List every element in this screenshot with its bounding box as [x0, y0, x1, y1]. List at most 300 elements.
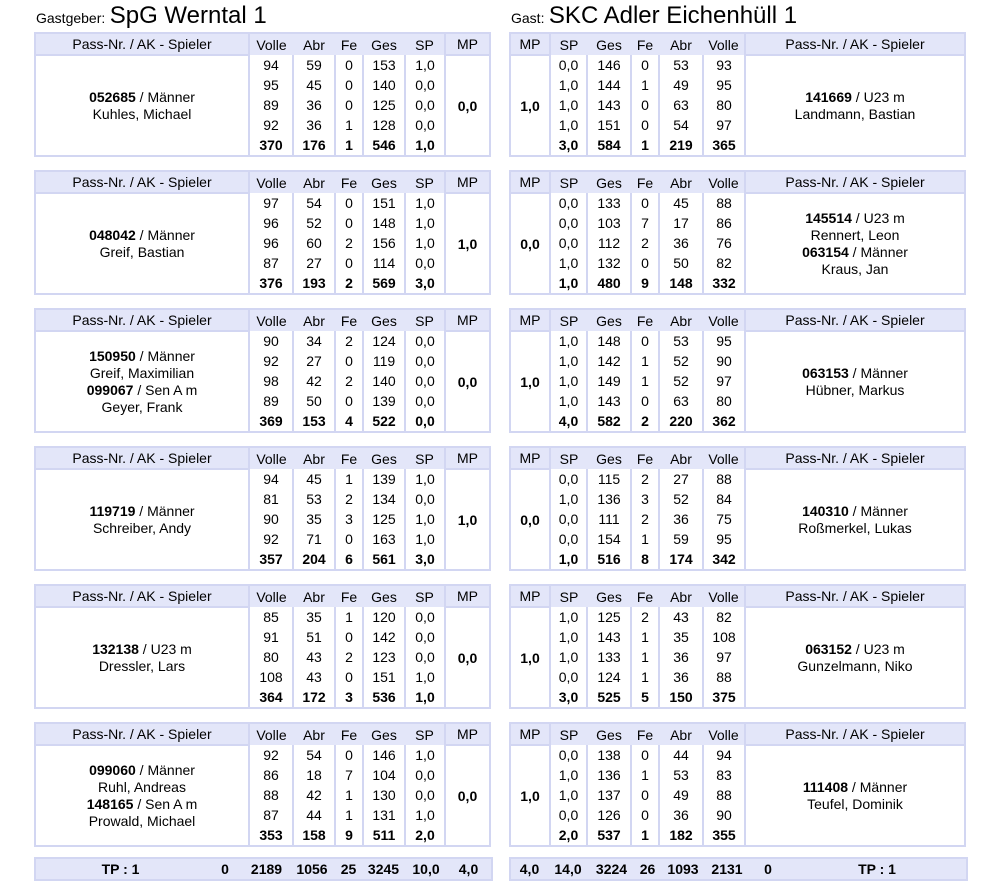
abr-header: Abr	[659, 585, 703, 607]
home-fe-value: 9	[335, 825, 363, 846]
volle-header: Volle	[703, 33, 745, 55]
guest-player-cell	[745, 55, 965, 156]
guest-fe-value: 3	[631, 489, 659, 509]
player-header: Pass-Nr. / AK - Spieler	[35, 33, 249, 55]
guest-sp-value: 0,0	[550, 509, 587, 529]
home-sp-value: 1,0	[405, 469, 445, 489]
home-match-table	[34, 722, 491, 847]
player-header: Pass-Nr. / AK - Spieler	[745, 447, 965, 469]
abr-header: Abr	[293, 723, 335, 745]
guest-volle-value: 95	[703, 529, 745, 549]
guest-fe-value: 5	[631, 687, 659, 708]
guest-ges-value: 151	[587, 115, 631, 135]
player-name: Dressler, Lars	[98, 657, 186, 674]
player-age-class: Männer	[147, 761, 195, 778]
guest-abr-value: 52	[659, 489, 703, 509]
abr-header: Abr	[659, 723, 703, 745]
guest-volle-value: 93	[703, 55, 745, 75]
home-ges-value: 142	[363, 627, 405, 647]
guest-ges-value: 525	[587, 687, 631, 708]
guest-team-label: Gast:	[511, 10, 545, 26]
guest-sp-value: 3,0	[550, 687, 587, 708]
abr-header: Abr	[659, 171, 703, 193]
home-volle-value: 87	[249, 805, 293, 825]
mp-header: MP	[510, 447, 550, 469]
guest-ges-value: 112	[587, 233, 631, 253]
volle-header: Volle	[249, 585, 293, 607]
home-total-n: 0	[221, 861, 229, 877]
guest-sp-value: 1,0	[550, 115, 587, 135]
home-fe-value: 1	[335, 115, 363, 135]
ges-header: Ges	[363, 33, 405, 55]
home-fe-value: 0	[335, 95, 363, 115]
abr-header: Abr	[659, 309, 703, 331]
guest-player-cell	[745, 607, 965, 708]
guest-volle-value: 86	[703, 213, 745, 233]
sp-header: SP	[550, 33, 587, 55]
guest-mp-value: 1,0	[510, 55, 550, 156]
home-ges-value: 511	[363, 825, 405, 846]
header-row	[510, 309, 965, 331]
home-volle-value: 89	[249, 95, 293, 115]
abr-header: Abr	[293, 33, 335, 55]
guest-volle-value: 80	[703, 391, 745, 411]
throw-row	[510, 469, 965, 489]
home-volle-value: 89	[249, 391, 293, 411]
guest-fe-value: 0	[631, 55, 659, 75]
player-header: Pass-Nr. / AK - Spieler	[35, 309, 249, 331]
home-abr-value: 27	[293, 351, 335, 371]
player-id-line: 119719 / Männer	[89, 502, 195, 519]
guest-abr-value: 36	[659, 509, 703, 529]
guest-fe-value: 7	[631, 213, 659, 233]
guest-fe-value: 9	[631, 273, 659, 294]
guest-abr-value: 52	[659, 371, 703, 391]
guest-fe-value: 2	[631, 607, 659, 627]
home-ges-value: 151	[363, 193, 405, 213]
guest-abr-value: 36	[659, 647, 703, 667]
guest-player-cell	[745, 745, 965, 846]
volle-header: Volle	[249, 309, 293, 331]
guest-match-table	[509, 170, 966, 295]
player-header: Pass-Nr. / AK - Spieler	[745, 585, 965, 607]
guest-fe-value: 1	[631, 667, 659, 687]
guest-fe-value: 0	[631, 115, 659, 135]
fe-header: Fe	[631, 309, 659, 331]
guest-ges-value: 143	[587, 391, 631, 411]
guest-sp-value: 1,0	[550, 489, 587, 509]
guest-volle-value: 82	[703, 607, 745, 627]
home-abr-value: 204	[293, 549, 335, 570]
home-fe-value: 3	[335, 687, 363, 708]
guest-match-table	[509, 722, 966, 847]
mp-header: MP	[510, 309, 550, 331]
home-volle-value: 95	[249, 75, 293, 95]
guest-sp-value: 0,0	[550, 469, 587, 489]
home-team-name: SpG Werntal 1	[109, 2, 267, 29]
guest-total-volle: 2131	[711, 861, 743, 877]
fe-header: Fe	[631, 171, 659, 193]
header-row	[35, 171, 490, 193]
guest-abr-value: 63	[659, 391, 703, 411]
home-volle-value: 369	[249, 411, 293, 432]
guest-abr-value: 45	[659, 193, 703, 213]
player-age-class: U23 m	[150, 640, 192, 657]
home-fe-value: 1	[335, 607, 363, 627]
home-sp-value: 1,0	[405, 193, 445, 213]
guest-abr-value: 17	[659, 213, 703, 233]
home-sp-value: 0,0	[405, 411, 445, 432]
guest-abr-value: 150	[659, 687, 703, 708]
ges-header: Ges	[587, 447, 631, 469]
home-ges-value: 153	[363, 55, 405, 75]
home-fe-value: 0	[335, 667, 363, 687]
home-sp-value: 0,0	[405, 647, 445, 667]
player-id-line: 063154 / Männer	[802, 243, 908, 260]
home-match-table	[34, 446, 491, 571]
guest-volle-value: 342	[703, 549, 745, 570]
player-pass-number: 150950	[89, 347, 136, 364]
guest-sp-value: 1,0	[550, 647, 587, 667]
player-age-class: Männer	[860, 364, 908, 381]
fe-header: Fe	[335, 585, 363, 607]
home-ges-value: 536	[363, 687, 405, 708]
guest-abr-value: 53	[659, 55, 703, 75]
home-ges-value: 148	[363, 213, 405, 233]
abr-header: Abr	[659, 33, 703, 55]
throw-row	[35, 607, 490, 627]
player-name: Greif, Bastian	[99, 243, 185, 260]
guest-abr-value: 182	[659, 825, 703, 846]
guest-fe-value: 0	[631, 805, 659, 825]
player-age-class: Männer	[147, 502, 195, 519]
home-volle-value: 370	[249, 135, 293, 156]
home-abr-value: 158	[293, 825, 335, 846]
home-abr-value: 45	[293, 75, 335, 95]
guest-sp-value: 1,0	[550, 253, 587, 273]
guest-sp-value: 0,0	[550, 667, 587, 687]
fe-header: Fe	[631, 723, 659, 745]
guest-sp-value: 1,0	[550, 765, 587, 785]
guest-sp-value: 1,0	[550, 391, 587, 411]
guest-mp-value: 0,0	[510, 469, 550, 570]
sp-header: SP	[550, 447, 587, 469]
home-sp-value: 0,0	[405, 331, 445, 351]
guest-team-name: SKC Adler Eichenhüll 1	[548, 2, 798, 29]
guest-volle-value: 90	[703, 805, 745, 825]
abr-header: Abr	[293, 447, 335, 469]
home-abr-value: 36	[293, 115, 335, 135]
home-fe-value: 0	[335, 253, 363, 273]
player-name: Greif, Maximilian	[89, 364, 195, 381]
guest-abr-value: 220	[659, 411, 703, 432]
home-abr-value: 42	[293, 785, 335, 805]
header-row	[510, 723, 965, 745]
home-sp-value: 0,0	[405, 785, 445, 805]
guest-sp-value: 0,0	[550, 55, 587, 75]
guest-volle-value: 97	[703, 371, 745, 391]
player-header: Pass-Nr. / AK - Spieler	[745, 309, 965, 331]
home-volle-value: 92	[249, 529, 293, 549]
ges-header: Ges	[587, 309, 631, 331]
home-fe-value: 0	[335, 529, 363, 549]
mp-header: MP	[445, 585, 490, 607]
home-volle-value: 376	[249, 273, 293, 294]
guest-volle-value: 95	[703, 75, 745, 95]
home-volle-value: 364	[249, 687, 293, 708]
guest-ges-value: 126	[587, 805, 631, 825]
home-volle-value: 94	[249, 55, 293, 75]
player-name: Kraus, Jan	[821, 260, 889, 277]
home-mp-value: 0,0	[445, 607, 490, 708]
player-header: Pass-Nr. / AK - Spieler	[745, 33, 965, 55]
guest-mp-value: 0,0	[510, 193, 550, 294]
guest-abr-value: 27	[659, 469, 703, 489]
guest-fe-value: 0	[631, 331, 659, 351]
ges-header: Ges	[363, 309, 405, 331]
guest-fe-value: 1	[631, 75, 659, 95]
guest-sp-value: 1,0	[550, 75, 587, 95]
guest-fe-value: 0	[631, 745, 659, 765]
home-abr-value: 54	[293, 193, 335, 213]
home-ges-value: 124	[363, 331, 405, 351]
player-pass-number: 145514	[805, 209, 852, 226]
player-id-line: 099060 / Männer	[89, 761, 195, 778]
player-pass-number: 063153	[802, 364, 849, 381]
player-name: Teufel, Dominik	[807, 795, 903, 812]
guest-fe-value: 1	[631, 371, 659, 391]
player-header: Pass-Nr. / AK - Spieler	[35, 447, 249, 469]
home-sp-value: 1,0	[405, 667, 445, 687]
guest-fe-value: 2	[631, 509, 659, 529]
throw-row	[510, 745, 965, 765]
home-sp-value: 0,0	[405, 351, 445, 371]
home-ges-value: 522	[363, 411, 405, 432]
home-volle-value: 92	[249, 351, 293, 371]
home-abr-value: 36	[293, 95, 335, 115]
guest-abr-value: 52	[659, 351, 703, 371]
home-ges-value: 546	[363, 135, 405, 156]
guest-volle-value: 84	[703, 489, 745, 509]
volle-header: Volle	[249, 447, 293, 469]
player-name: Geyer, Frank	[101, 398, 183, 415]
player-id-line: 048042 / Männer	[89, 226, 195, 243]
home-fe-value: 0	[335, 193, 363, 213]
header-row	[35, 447, 490, 469]
guest-abr-value: 174	[659, 549, 703, 570]
home-abr-value: 27	[293, 253, 335, 273]
volle-header: Volle	[249, 33, 293, 55]
guest-fe-value: 0	[631, 391, 659, 411]
player-header: Pass-Nr. / AK - Spieler	[35, 171, 249, 193]
sp-header: SP	[405, 447, 445, 469]
home-fe-value: 1	[335, 805, 363, 825]
player-name: Hübner, Markus	[805, 381, 905, 398]
player-age-class: U23 m	[863, 88, 905, 105]
player-pass-number: 111408	[802, 778, 849, 795]
mp-header: MP	[510, 585, 550, 607]
home-total-ges: 3245	[367, 861, 400, 877]
volle-header: Volle	[249, 171, 293, 193]
guest-fe-value: 0	[631, 253, 659, 273]
home-abr-value: 43	[293, 667, 335, 687]
guest-ges-value: 132	[587, 253, 631, 273]
home-volle-value: 90	[249, 509, 293, 529]
home-abr-value: 35	[293, 509, 335, 529]
player-age-class: Sen A m	[145, 795, 198, 812]
player-age-class: Männer	[147, 88, 195, 105]
guest-abr-value: 50	[659, 253, 703, 273]
player-pass-number: 063154	[802, 243, 849, 260]
home-volle-value: 357	[249, 549, 293, 570]
throw-row	[510, 607, 965, 627]
home-ges-value: 156	[363, 233, 405, 253]
home-volle-value: 90	[249, 331, 293, 351]
home-abr-value: 44	[293, 805, 335, 825]
throw-row	[35, 331, 490, 351]
home-fe-value: 2	[335, 647, 363, 667]
home-fe-value: 2	[335, 331, 363, 351]
guest-volle-value: 108	[703, 627, 745, 647]
player-pass-number: 099060	[89, 761, 136, 778]
player-pass-number: 148165	[86, 795, 134, 812]
player-pass-number: 052685	[89, 88, 136, 105]
home-volle-value: 80	[249, 647, 293, 667]
home-abr-value: 42	[293, 371, 335, 391]
guest-sp-value: 1,0	[550, 95, 587, 115]
guest-fe-value: 2	[631, 469, 659, 489]
guest-ges-value: 149	[587, 371, 631, 391]
home-fe-value: 2	[335, 489, 363, 509]
guest-volle-value: 97	[703, 115, 745, 135]
sp-header: SP	[550, 585, 587, 607]
fe-header: Fe	[335, 447, 363, 469]
guest-abr-value: 44	[659, 745, 703, 765]
header-row	[510, 33, 965, 55]
home-sp-value: 0,0	[405, 115, 445, 135]
player-id-line: 063152 / U23 m	[805, 640, 905, 657]
abr-header: Abr	[293, 171, 335, 193]
ges-header: Ges	[363, 171, 405, 193]
guest-match-table	[509, 446, 966, 571]
home-ges-value: 561	[363, 549, 405, 570]
player-id-line: 140310 / Männer	[802, 502, 908, 519]
guest-sp-value: 1,0	[550, 331, 587, 351]
guest-fe-value: 1	[631, 135, 659, 156]
guest-ges-value: 103	[587, 213, 631, 233]
player-header: Pass-Nr. / AK - Spieler	[35, 585, 249, 607]
player-age-class: U23 m	[863, 209, 905, 226]
guest-ges-value: 143	[587, 95, 631, 115]
guest-sp-value: 4,0	[550, 411, 587, 432]
fe-header: Fe	[335, 171, 363, 193]
guest-sp-value: 0,0	[550, 529, 587, 549]
mp-header: MP	[510, 33, 550, 55]
guest-tp: TP : 1	[858, 861, 896, 877]
home-mp-value: 0,0	[445, 745, 490, 846]
home-ges-value: 125	[363, 95, 405, 115]
home-volle-value: 91	[249, 627, 293, 647]
home-ges-value: 163	[363, 529, 405, 549]
home-volle-value: 92	[249, 115, 293, 135]
home-fe-value: 1	[335, 135, 363, 156]
guest-ges-value: 146	[587, 55, 631, 75]
guest-abr-value: 219	[659, 135, 703, 156]
volle-header: Volle	[703, 171, 745, 193]
abr-header: Abr	[293, 585, 335, 607]
guest-fe-value: 1	[631, 529, 659, 549]
guest-volle-value: 362	[703, 411, 745, 432]
home-ges-value: 130	[363, 785, 405, 805]
home-abr-value: 60	[293, 233, 335, 253]
guest-team-header	[511, 2, 797, 30]
home-match-table	[34, 32, 491, 157]
guest-ges-value: 537	[587, 825, 631, 846]
guest-sp-value: 2,0	[550, 825, 587, 846]
guest-abr-value: 49	[659, 785, 703, 805]
fe-header: Fe	[631, 585, 659, 607]
home-sp-value: 1,0	[405, 509, 445, 529]
home-sp-value: 0,0	[405, 489, 445, 509]
guest-volle-value: 88	[703, 667, 745, 687]
guest-abr-value: 36	[659, 233, 703, 253]
throw-row	[510, 193, 965, 213]
sp-header: SP	[550, 309, 587, 331]
guest-ges-value: 138	[587, 745, 631, 765]
home-abr-value: 71	[293, 529, 335, 549]
home-ges-value: 569	[363, 273, 405, 294]
guest-sp-value: 0,0	[550, 193, 587, 213]
home-fe-value: 0	[335, 391, 363, 411]
home-fe-value: 2	[335, 233, 363, 253]
guest-total-ges: 3224	[595, 861, 628, 877]
guest-abr-value: 49	[659, 75, 703, 95]
throw-row	[35, 55, 490, 75]
home-fe-value: 0	[335, 75, 363, 95]
home-fe-value: 0	[335, 213, 363, 233]
home-ges-value: 114	[363, 253, 405, 273]
home-volle-value: 81	[249, 489, 293, 509]
guest-sp-value: 0,0	[550, 805, 587, 825]
guest-player-cell	[745, 469, 965, 570]
home-abr-value: 153	[293, 411, 335, 432]
guest-sp-value: 0,0	[550, 745, 587, 765]
home-sp-value: 1,0	[405, 55, 445, 75]
guest-match-table	[509, 32, 966, 157]
fe-header: Fe	[631, 447, 659, 469]
sp-header: SP	[405, 309, 445, 331]
guest-abr-value: 36	[659, 667, 703, 687]
guest-mp-value: 1,0	[510, 745, 550, 846]
home-sp-value: 1,0	[405, 745, 445, 765]
guest-volle-value: 88	[703, 785, 745, 805]
home-sp-value: 0,0	[405, 627, 445, 647]
guest-abr-value: 35	[659, 627, 703, 647]
volle-header: Volle	[703, 723, 745, 745]
home-abr-value: 45	[293, 469, 335, 489]
home-volle-value: 92	[249, 745, 293, 765]
home-sp-value: 0,0	[405, 75, 445, 95]
abr-header: Abr	[293, 309, 335, 331]
home-mp-value: 1,0	[445, 193, 490, 294]
guest-player-cell	[745, 331, 965, 432]
guest-ges-value: 136	[587, 765, 631, 785]
home-total-volle: 2189	[250, 861, 283, 877]
guest-volle-value: 95	[703, 331, 745, 351]
player-name: Ruhl, Andreas	[98, 778, 186, 795]
home-sp-value: 0,0	[405, 371, 445, 391]
home-abr-value: 34	[293, 331, 335, 351]
